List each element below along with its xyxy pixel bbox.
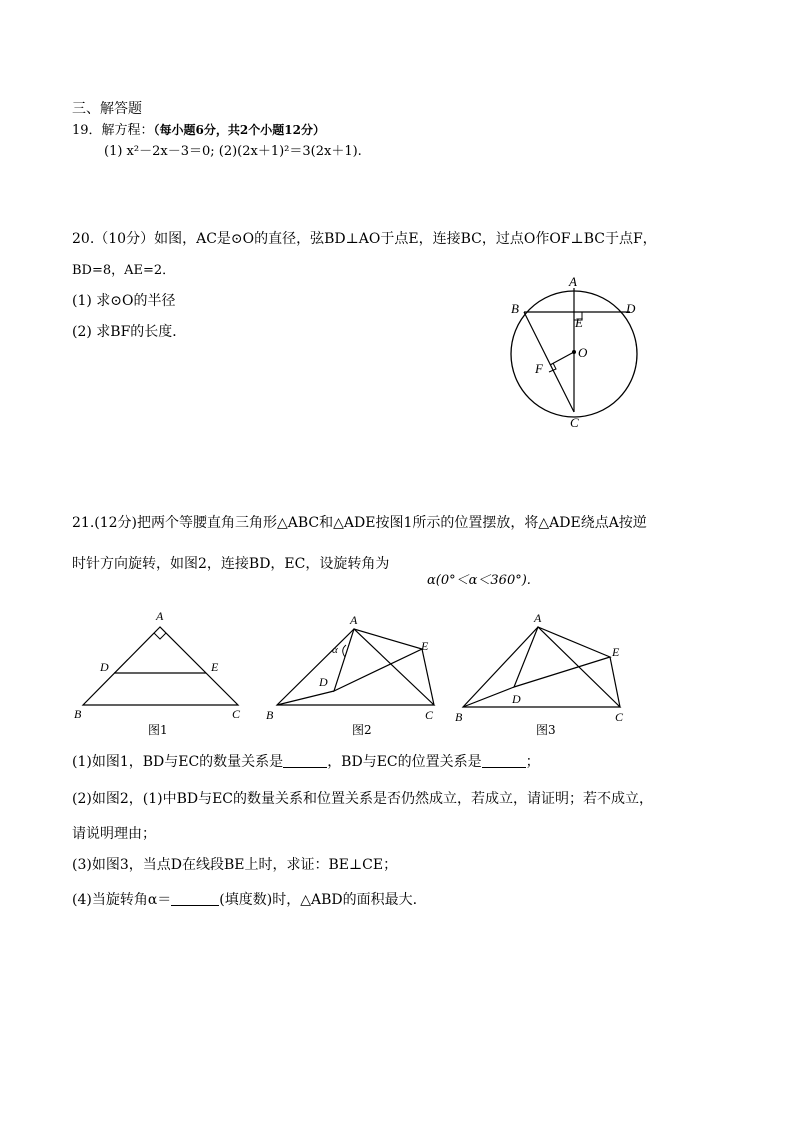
fig2-label-a: A xyxy=(350,613,358,627)
right-angle-a xyxy=(154,633,166,639)
fig2-label-alpha: α xyxy=(332,644,338,656)
q19-body: (1) x²－2x－3＝0; (2)(2x＋1)²＝3(2x＋1). xyxy=(104,144,362,159)
fig1-label-c: C xyxy=(232,707,241,721)
segment-bd xyxy=(277,691,334,705)
q21-part4-text-a: (4)当旋转角α＝ xyxy=(72,892,172,908)
triangle-abc xyxy=(277,629,434,705)
fig3-label-e: E xyxy=(612,645,620,659)
q21-line1: 21.(12分)把两个等腰直角三角形△ABC和△ADE按图1所示的位置摆放，将△ADE绕点A按逆 xyxy=(72,515,647,531)
segment-bc xyxy=(524,312,574,412)
triangle-ade xyxy=(514,627,610,687)
q21-figure-2 xyxy=(262,605,447,737)
q20-line2: BD=8，AE=2． xyxy=(72,263,176,278)
label-c: C xyxy=(570,415,579,430)
segment-ec xyxy=(422,649,434,705)
label-f: F xyxy=(535,361,543,376)
q19-note: （每小题6分，共2个小题12分） xyxy=(153,123,325,137)
q20-circle-figure xyxy=(498,270,648,435)
answer-blank-quantity[interactable] xyxy=(283,755,327,768)
label-d: D xyxy=(626,301,636,316)
fig3-caption: 图3 xyxy=(536,723,556,737)
triangle-abc xyxy=(463,627,620,707)
fig2-caption: 图2 xyxy=(352,723,372,737)
fig1-label-b: B xyxy=(74,707,82,721)
q21-part1-text-a: (1)如图1，BD与EC的数量关系是 xyxy=(72,754,284,770)
fig1-label-e: E xyxy=(211,660,219,674)
q21-angle-range: α(0°＜α＜360°). xyxy=(427,573,531,588)
q21-part1-text-b: ，BD与EC的位置关系是 xyxy=(327,754,482,770)
answer-blank-angle[interactable] xyxy=(171,893,219,906)
fig1-caption: 图1 xyxy=(148,723,168,737)
q19-heading xyxy=(72,119,325,138)
q21-part2-line2: 请说明理由； xyxy=(72,826,156,842)
segment-of xyxy=(550,352,574,365)
fig3-label-b: B xyxy=(455,710,463,724)
label-a: A xyxy=(569,274,577,289)
q21-part4 xyxy=(72,889,417,909)
fig1-label-a: A xyxy=(156,609,164,623)
q21-part3: (3)如图3，当点D在线段BE上时，求证：BE⊥CE； xyxy=(72,857,398,873)
q20-line1: 20.（10分）如图，AC是⊙O的直径，弦BD⊥AO于点E，连接BC，过点O作OF⊥BC于点F， xyxy=(72,231,657,247)
center-point-o xyxy=(572,350,576,354)
label-o: O xyxy=(578,345,588,360)
fig2-label-e: E xyxy=(421,639,429,653)
label-b: B xyxy=(511,301,519,316)
q21-part1 xyxy=(72,751,540,771)
q20-part2: (2) 求BF的长度． xyxy=(72,324,187,340)
q20-part1: (1) 求⊙O的半径 xyxy=(72,293,176,309)
fig1-label-d: D xyxy=(100,660,109,674)
label-e: E xyxy=(575,315,583,330)
fig2-label-b: B xyxy=(266,708,274,722)
fig2-label-d: D xyxy=(319,675,328,689)
q21-part2-line1: (2)如图2，(1)中BD与EC的数量关系和位置关系是否仍然成立，若成立，请证明；若不成立， xyxy=(72,791,654,807)
fig3-label-c: C xyxy=(615,710,624,724)
segment-bd xyxy=(463,687,514,707)
q21-part1-text-c: ； xyxy=(525,754,540,770)
q21-figure-3 xyxy=(452,605,637,737)
fig3-label-a: A xyxy=(534,611,542,625)
fig2-label-c: C xyxy=(425,708,434,722)
q21-figure-1 xyxy=(70,605,250,737)
answer-blank-position[interactable] xyxy=(482,755,526,768)
q21-part4-text-b: (填度数)时，△ABD的面积最大. xyxy=(219,892,418,908)
fig3-label-d: D xyxy=(512,692,521,706)
q19-head: 19．解方程： xyxy=(72,123,154,138)
q21-line2: 时针方向旋转，如图2，连接BD，EC，设旋转角为 xyxy=(72,556,390,572)
section-title: 三、解答题 xyxy=(72,101,142,117)
